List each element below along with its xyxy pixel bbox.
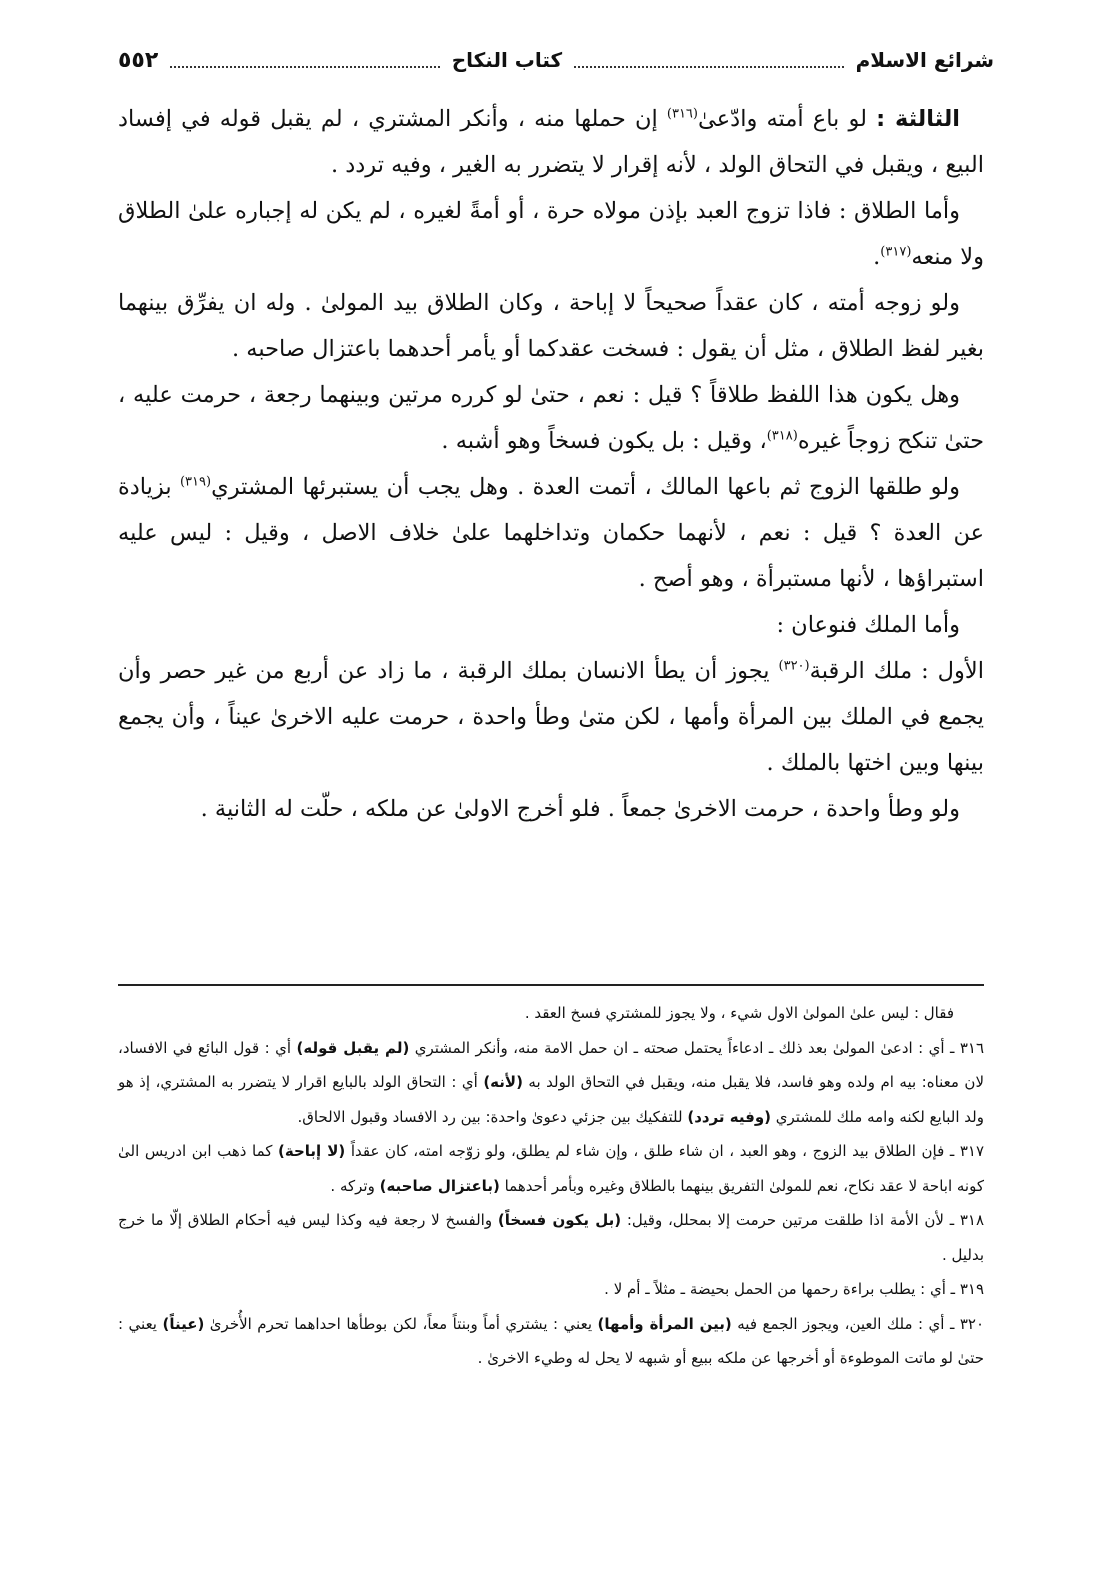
paragraph: ولو وطأ واحدة ، حرمت الاخرىٰ جمعاً . فلو أخرج الاولىٰ عن ملكه ، حلّت له الثانية .	[200, 796, 960, 822]
book-title: شرائع الاسلام	[855, 48, 994, 72]
paragraph: وأما الطلاق : فاذا تزوج العبد بإذن مولاه حرة ، أو أمةً لغيره ، لم يكن له إجباره علىٰ الطلاق ولا منعه$^{(٣١٧)}$.	[118, 198, 984, 270]
header-dotted-leader	[170, 52, 439, 68]
header-dotted-leader	[574, 52, 843, 68]
main-text	[118, 96, 984, 832]
paragraph: ولو طلقها الزوج ثم باعها المالك ، أتمت العدة . وهل يجب أن يستبرئها المشتري$^{(٣١٩)}$ بزيادة عن العدة ؟ قيل : نعم ، لأنهما حكمان وتداخلهما علىٰ خلاف الاصل ، وقيل : ليس عليه استبراؤها ، لأنها مستبرأة ، وهو أصح .	[118, 474, 984, 592]
footnote-ref: (٣٢٠)	[778, 658, 810, 674]
footnote: ٣١٧ ـ فإن الطلاق بيد الزوج ، وهو العبد ، ان شاء طلق ، وإن شاء لم يطلق، ولو زوّجه امته، كان عقداً (لا إباحة) كما ذهب ابن ادريس الىٰ كونه اباحة لا عقد نكاح، نعم للمولىٰ التفريق بينهما بالطلاق وغيره وبأمر أحدهما (باعتزال صاحبه) وتركه .	[118, 1142, 984, 1195]
paragraph: الأول : ملك الرقبة$^{(٣٢٠)}$ يجوز أن يطأ الانسان بملك الرقبة ، ما زاد عن أربع من غير حصر وأن يجمع في الملك بين المرأة وأمها ، لكن متىٰ وطأ واحدة ، حرمت عليه الاخرىٰ عيناً ، وأن يجمع بينها وبين اختها بالملك .	[118, 658, 984, 776]
footnote: فقال : ليس علىٰ المولىٰ الاول شيء ، ولا يجوز للمشتري فسخ العقد .	[524, 1004, 954, 1022]
footnote: ٣١٨ ـ لأن الأمة اذا طلقت مرتين حرمت إلا بمحلل، وقيل: (بل يكون فسخاً) والفسخ لا رجعة فيه وكذا ليس فيه أحكام الطلاق إلّا ما خرج بدليل .	[118, 1211, 985, 1264]
footnote-ref: (٣١٦)	[666, 106, 698, 122]
footnote-ref: (٣١٨)	[766, 428, 798, 444]
paragraph: وأما الملك فنوعان :	[776, 612, 960, 638]
footnotes	[118, 996, 984, 1376]
footnote-ref: (٣١٧)	[880, 244, 912, 260]
section-heading: الثالثة :	[876, 106, 961, 132]
footnote: ٣١٩ ـ أي : يطلب براءة رحمها من الحمل بحيضة ـ مثلاً ـ أم لا .	[604, 1280, 984, 1298]
page-number: ٥٥٢	[117, 47, 159, 73]
paragraph: وهل يكون هذا اللفظ طلاقاً ؟ قيل : نعم ، حتىٰ لو كرره مرتين وبينهما رجعة ، حرمت عليه ، حتىٰ تنكح زوجاً غيره$^{(٣١٨)}$، وقيل : بل يكون فسخاً وهو أشبه .	[118, 382, 984, 454]
footnote-ref: (٣١٩)	[179, 474, 212, 490]
paragraph: ولو زوجه أمته ، كان عقداً صحيحاً لا إباحة ، وكان الطلاق بيد المولىٰ . وله ان يفرِّق بينهما بغير لفظ الطلاق ، مثل أن يقول : فسخت عقدكما أو يأمر أحدهما باعتزال صاحبه .	[118, 290, 984, 362]
footnote: ٣١٦ ـ أي : ادعىٰ المولىٰ بعد ذلك ـ ادعاءاً يحتمل صحته ـ ان حمل الامة منه، وأنكر المشتري (لم يقبل قوله) أي : قول البائع في الافساد، لان معناه: بيه ام ولده وهو فاسد، فلا يقبل منه، ويقبل في التحاق الولد به (لأنه) أي : التحاق الولد بالبايع اقرار لا يتضرر به المشتري، إذ هو ولد البايع لكنه وامه ملك للمشتري (وفيه تردد) للتفكيك بين جزئي دعوىٰ واحدة: بين رد الافساد وقبول الالحاق.	[118, 1038, 985, 1126]
chapter-title: كتاب النكاح	[451, 48, 563, 72]
running-header	[118, 40, 994, 80]
footnote-separator	[118, 984, 984, 986]
paragraph: الثالثة : لو باع أمته وادّعىٰ$^{(٣١٦)}$ إن حملها منه ، وأنكر المشتري ، لم يقبل قوله في إفساد البيع ، ويقبل في التحاق الولد ، لأنه إقرار لا يتضرر به الغير ، وفيه تردد .	[118, 106, 984, 178]
footnote: ٣٢٠ ـ أي : ملك العين، ويجوز الجمع فيه (بين المرأة وأمها) يعني : يشتري أماً وبنتاً معاً، لكن بوطأها احداهما تحرم الأُخرىٰ (عيناً) يعني : حتىٰ لو ماتت الموطوءة أو أخرجها عن ملكه ببيع أو شبهه لا يحل له وطيء الاخرىٰ .	[118, 1314, 984, 1367]
